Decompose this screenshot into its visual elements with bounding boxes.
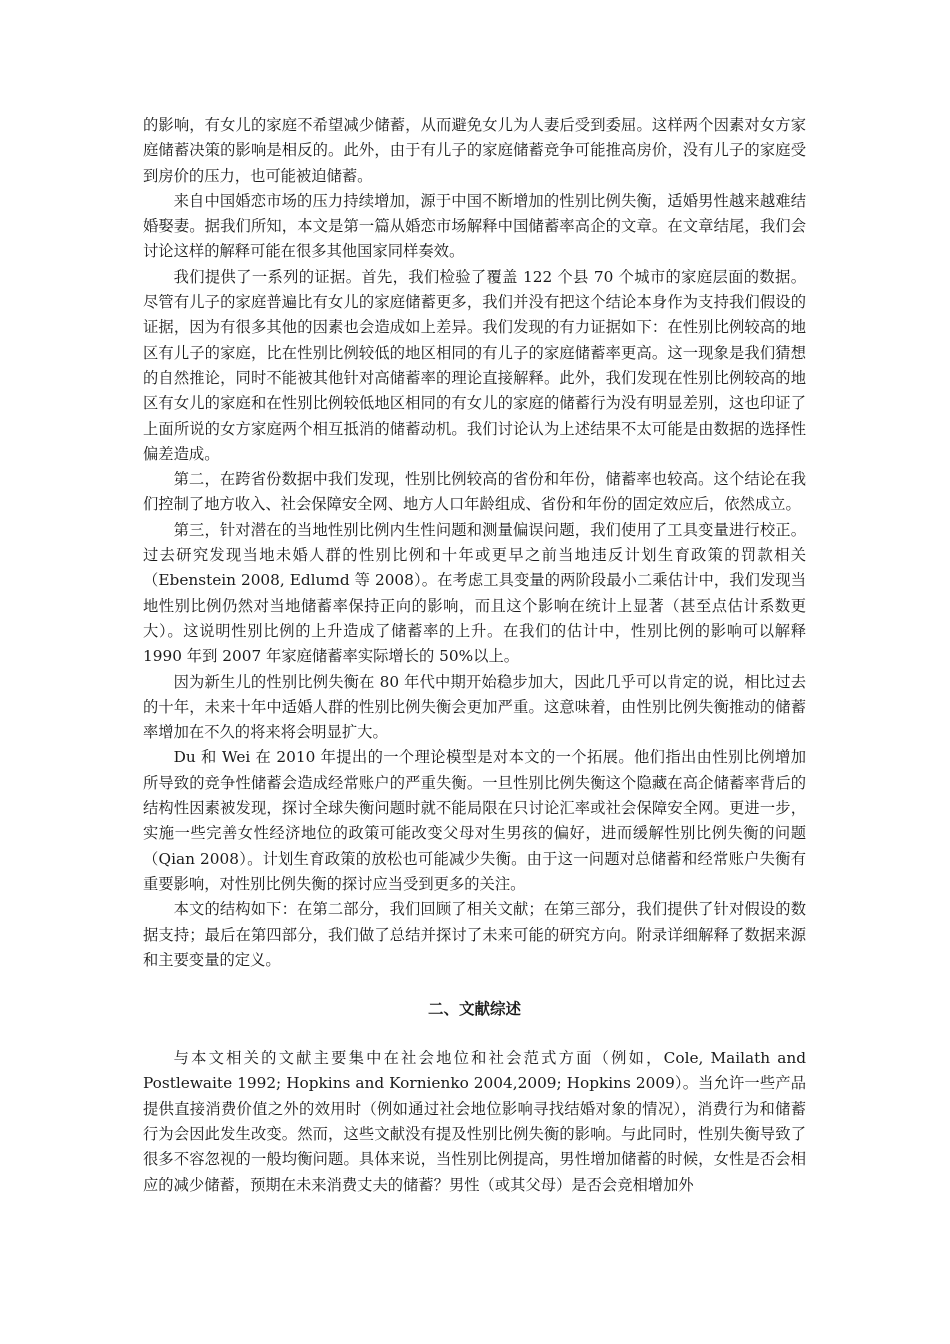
- paragraph: 来自中国婚恋市场的压力持续增加，源于中国不断增加的性别比例失衡，适婚男性越来越难结婚娶妻。据我们所知，本文是第一篇从婚恋市场解释中国储蓄率高企的文章。在文章结尾，我们会讨论这样的解释可能在很多其他国家同样奏效。: [143, 191, 806, 261]
- paragraph: 第三，针对潜在的当地性别比例内生性问题和测量偏误问题，我们使用了工具变量进行校正。过去研究发现当地未婚人群的性别比例和十年或更早之前当地违反计划生育政策的罚款相关（Ebenstein 2008, Edlumd 等 2008）。在考虑工具变量的两阶段最小二乘估计中，我们发现当地性别比例仍然对当地储蓄率保持正向的影响，而且这个影响在统计上显著（甚至点估计系数更大）。这说明性别比例的上升造成了储蓄率的上升。在我们的估计中，性别比例的影响可以解释 1990 年到 2007 年家庭储蓄率实际增长的 50%以上。: [143, 520, 806, 666]
- body-text: [143, 113, 806, 1198]
- paragraph: 本文的结构如下：在第二部分，我们回顾了相关文献；在第三部分，我们提供了针对假设的数据支持；最后在第四部分，我们做了总结并探讨了未来可能的研究方向。附录详细解释了数据来源和主要变量的定义。: [143, 900, 806, 969]
- paragraph: 的影响，有女儿的家庭不希望减少储蓄，从而避免女儿为人妻后受到委屈。这样两个因素对女方家庭储蓄决策的影响是相反的。此外，由于有儿子的家庭储蓄竞争可能推高房价，没有儿子的家庭受到房价的压力，也可能被迫储蓄。: [143, 116, 806, 185]
- paragraph: 与本文相关的文献主要集中在社会地位和社会范式方面（例如，Cole, Mailath and Postlewaite 1992; Hopkins and Kornienko 2004,2009; Hopkins 2009）。当允许一些产品提供直接消费价值之外的效用时（例如通过社会地位影响寻找结婚对象的情况），消费行为和储蓄行为会因此发生改变。然而，这些文献没有提及性别比例失衡的影响。与此同时，性别失衡导致了很多不容忽视的一般均衡问题。具体来说，当性别比例提高，男性增加储蓄的时候，女性是否会相应的减少储蓄，预期在未来消费丈夫的储蓄？男性（或其父母）是否会竞相增加外: [143, 1049, 806, 1194]
- paragraph: 第二，在跨省份数据中我们发现，性别比例较高的省份和年份，储蓄率也较高。这个结论在我们控制了地方收入、社会保障安全网、地方人口年龄组成、省份和年份的固定效应后，依然成立。: [143, 470, 806, 514]
- paragraph: 我们提供了一系列的证据。首先，我们检验了覆盖 122 个县 70 个城市的家庭层面的数据。尽管有儿子的家庭普遍比有女儿的家庭储蓄更多，我们并没有把这个结论本身作为支持我们假设的证据，因为有很多其他的因素也会造成如上差异。我们发现的有力证据如下：在性别比例较高的地区有儿子的家庭，比在性别比例较低的地区相同的有儿子的家庭储蓄率更高。这一现象是我们猜想的自然推论，同时不能被其他针对高储蓄率的理论直接解释。此外，我们发现在性别比例较高的地区有女儿的家庭和在性别比例较低地区相同的有女儿的家庭的储蓄行为没有明显差别，这也印证了上面所说的女方家庭两个相互抵消的储蓄动机。我们讨论认为上述结果不太可能是由数据的选择性偏差造成。: [143, 267, 806, 463]
- section-heading: 二、文献综述: [427, 1000, 521, 1019]
- paragraph: Du 和 Wei 在 2010 年提出的一个理论模型是对本文的一个拓展。他们指出由性别比例增加所导致的竞争性储蓄会造成经常账户的严重失衡。一旦性别比例失衡这个隐藏在高企储蓄率背后的结构性因素被发现，探讨全球失衡问题时就不能局限在只讨论汇率或社会保障安全网。更进一步，实施一些完善女性经济地位的政策可能改变父母对生男孩的偏好，进而缓解性别比例失衡的问题（Qian 2008）。计划生育政策的放松也可能减少失衡。由于这一问题对总储蓄和经常账户失衡有重要影响，对性别比例失衡的探讨应当受到更多的关注。: [143, 748, 806, 893]
- paragraph: 因为新生儿的性别比例失衡在 80 年代中期开始稳步加大，因此几乎可以肯定的说，相比过去的十年，未来十年中适婚人群的性别比例失衡会更加严重。这意味着，由性别比例失衡推动的储蓄率增加在不久的将来将会明显扩大。: [143, 672, 806, 742]
